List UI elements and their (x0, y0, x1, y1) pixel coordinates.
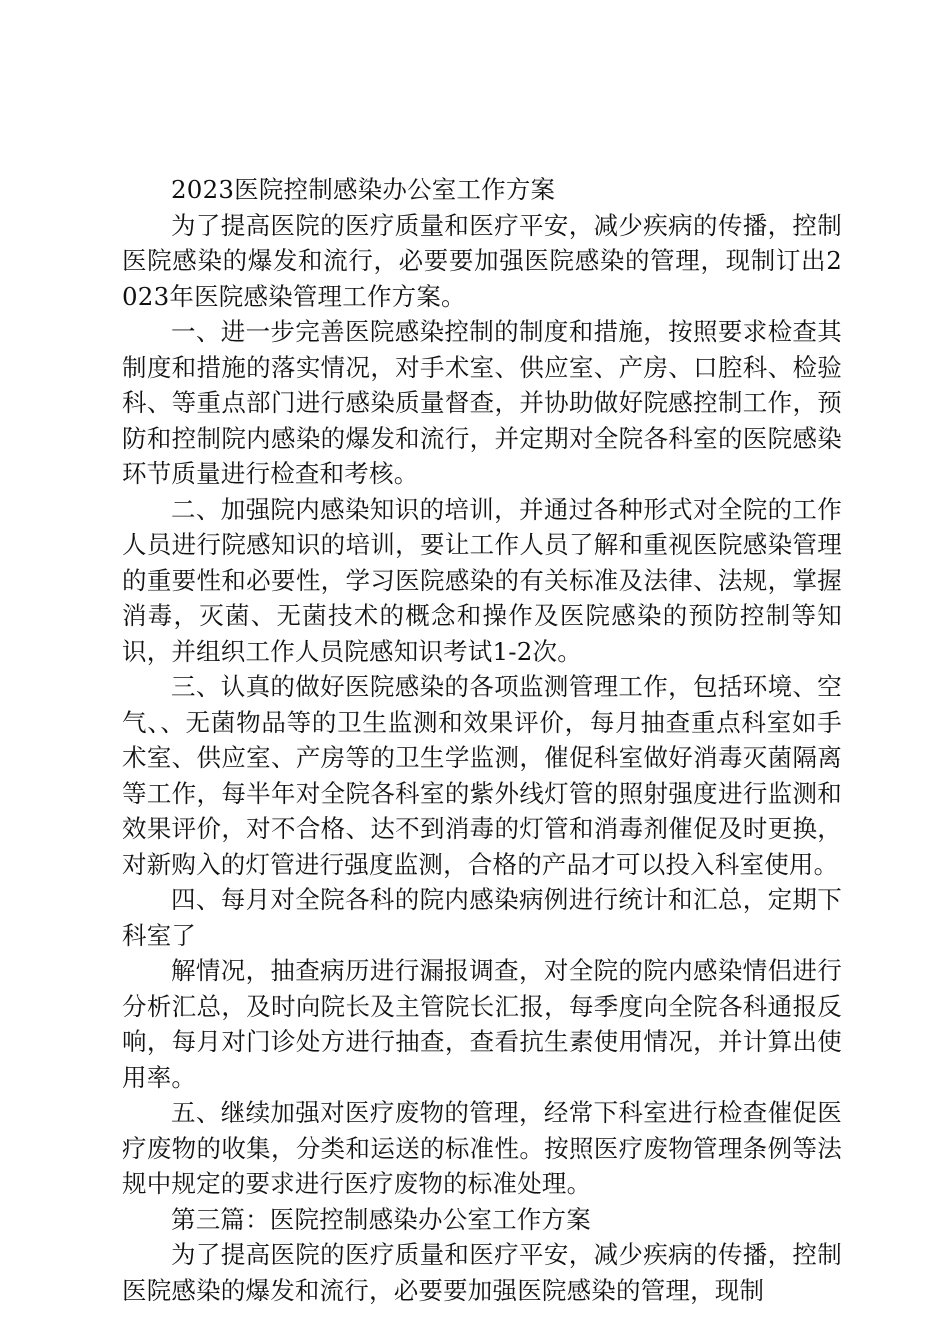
paragraph-item-2: 二、加强院内感染知识的培训，并通过各种形式对全院的工作人员进行院感知识的培训，要让工作人员了解和重视医院感染管理的重要性和必要性，学习医院感染的有关标准及法律、法规，掌握消毒，灭菌、无菌技术的概念和操作及医院感染的预防控制等知识，并组织工作人员院感知识考试1-2次。 (122, 494, 842, 666)
document-title: 2023医院控制感染办公室工作方案 (171, 175, 556, 204)
paragraph-closing: 为了提高医院的医疗质量和医疗平安，减少疾病的传播，控制医院感染的爆发和流行，必要要加强医院感染的管理，现制 (122, 1240, 842, 1305)
paragraph-intro: 为了提高医院的医疗质量和医疗平安，减少疾病的传播，控制医院感染的爆发和流行，必要要加强医院感染的管理，现制订出2023年医院感染管理工作方案。 (122, 210, 842, 311)
section-heading: 第三篇：医院控制感染办公室工作方案 (171, 1204, 591, 1234)
paragraph-item-3: 三、认真的做好医院感染的各项监测管理工作，包括环境、空气、、无菌物品等的卫生监测和效果评价，每月抽查重点科室如手术室、供应室、产房等的卫生学监测，催促科室做好消毒灭菌隔离等工作，每半年对全院各科室的紫外线灯管的照射强度进行监测和效果评价，对不合格、达不到消毒的灯管和消毒剂催促及时更换，对新购入的灯管进行强度监测，合格的产品才可以投入科室使用。 (122, 672, 842, 879)
paragraph-item-1: 一、进一步完善医院感染控制的制度和措施，按照要求检查其制度和措施的落实情况，对手术室、供应室、产房、口腔科、检验科、等重点部门进行感染质量督查，并协助做好院感控制工作，预防和控制院内感染的爆发和流行，并定期对全院各科室的医院感染环节质量进行检查和考核。 (122, 317, 842, 488)
paragraph-item-4-start: 四、每月对全院各科的院内感染病例进行统计和汇总，定期下科室了 (122, 885, 842, 950)
paragraph-item-5: 五、继续加强对医疗废物的管理，经常下科室进行检查催促医疗废物的收集，分类和运送的标准性。按照医疗废物管理条例等法规中规定的要求进行医疗废物的标准处理。 (122, 1098, 842, 1198)
document-body (122, 172, 842, 1308)
paragraph-item-4-continued: 解情况，抽查病历进行漏报调查，对全院的院内感染情侣进行分析汇总，及时向院长及主管院长汇报，每季度向全院各科通报反响，每月对门诊处方进行抽查，查看抗生素使用情况，并计算出使用率。 (122, 956, 842, 1092)
